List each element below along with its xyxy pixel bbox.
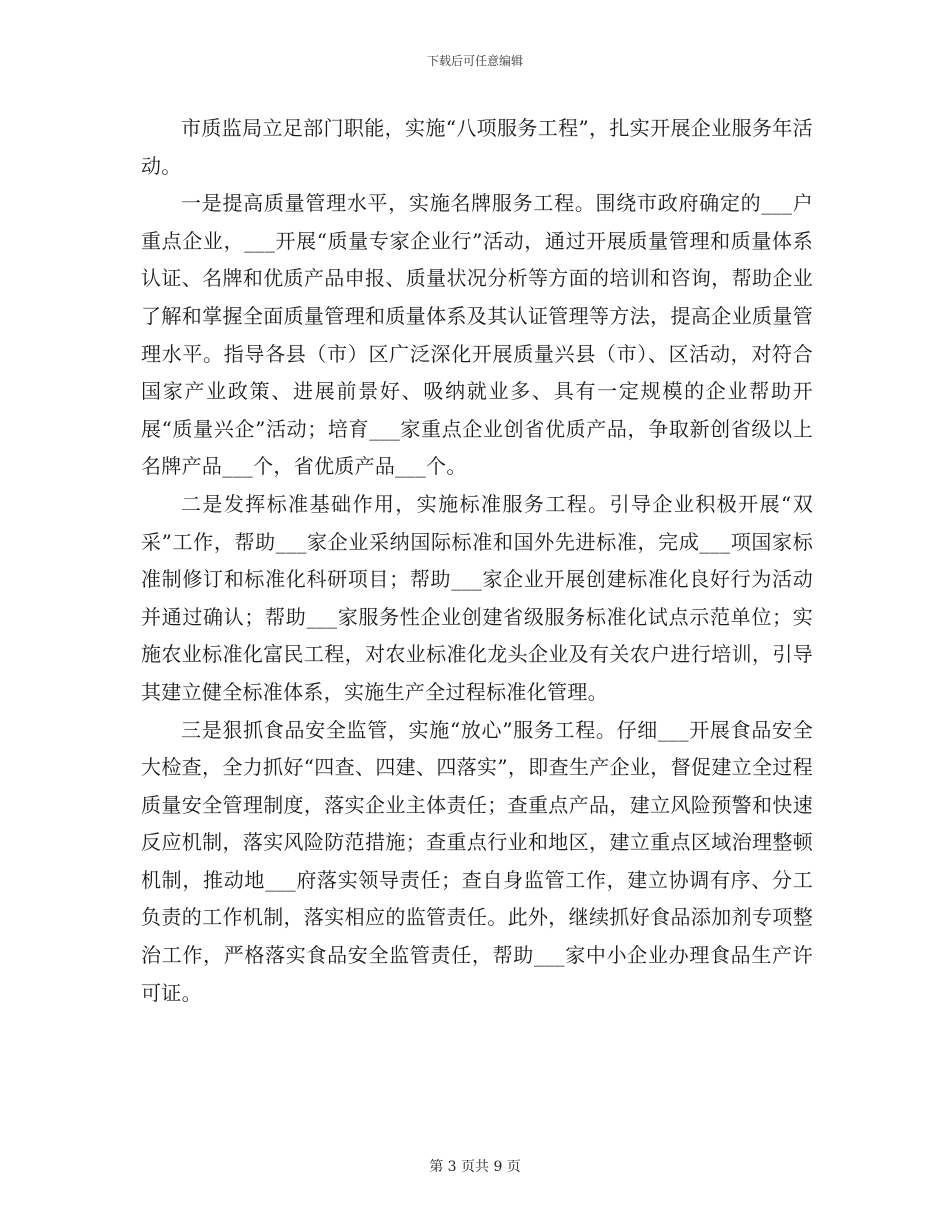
paragraph-intro: 市质监局立足部门职能，实施“八项服务工程”，扎实开展企业服务年活动。 [141, 116, 813, 178]
document-body [141, 110, 813, 1012]
page-number: 第 3 页共 9 页 [429, 1159, 521, 1175]
paragraph-brand-service: 一是提高质量管理水平，实施名牌服务工程。围绕市政府确定的___户重点企业，___开展“质量专家企业行”活动，通过开展质量管理和质量体系认证、名牌和优质产品申报、质量状况分析等方面的培训和咨询，帮助企业了解和掌握全面质量管理和质量体系及其认证管理等方法，提高企业质量管理水平。指导各县（市）区广泛深化开展质量兴县（市）、区活动，对符合国家产业政策、进展前景好、吸纳就业多、具有一定规模的企业帮助开展“质量兴企”活动；培育___家重点企业创省优质产品，争取新创省级以上名牌产品___个，省优质产品___个。 [141, 191, 813, 479]
page-header: 下载后可任意编辑 [426, 54, 523, 68]
paragraph-food-safety: 三是狠抓食品安全监管，实施“放心”服务工程。仔细___开展食品安全大检查，全力抓好“四查、四建、四落实”，即查生产企业，督促建立全过程质量安全管理制度，落实企业主体责任；查重点产品，建立风险预警和快速反应机制，落实风险防范措施；查重点行业和地区，建立重点区域治理整顿机制，推动地___府落实领导责任；查自身监管工作，建立协调有序、分工负责的工作机制，落实相应的监管责任。此外，继续抓好食品添加剂专项整治工作，严格落实食品安全监管责任，帮助___家中小企业办理食品生产许可证。 [141, 717, 813, 1005]
paragraph-standard-service: 二是发挥标准基础作用，实施标准服务工程。引导企业积极开展“双采”工作，帮助___家企业采纳国际标准和国外先进标准，完成___项国家标准制修订和标准化科研项目；帮助___家企业开展创建标准化良好行为活动并通过确认；帮助___家服务性企业创建省级服务标准化试点示范单位；实施农业标准化富民工程，对农业标准化龙头企业及有关农户进行培训，引导其建立健全标准体系，实施生产全过程标准化管理。 [141, 491, 813, 704]
